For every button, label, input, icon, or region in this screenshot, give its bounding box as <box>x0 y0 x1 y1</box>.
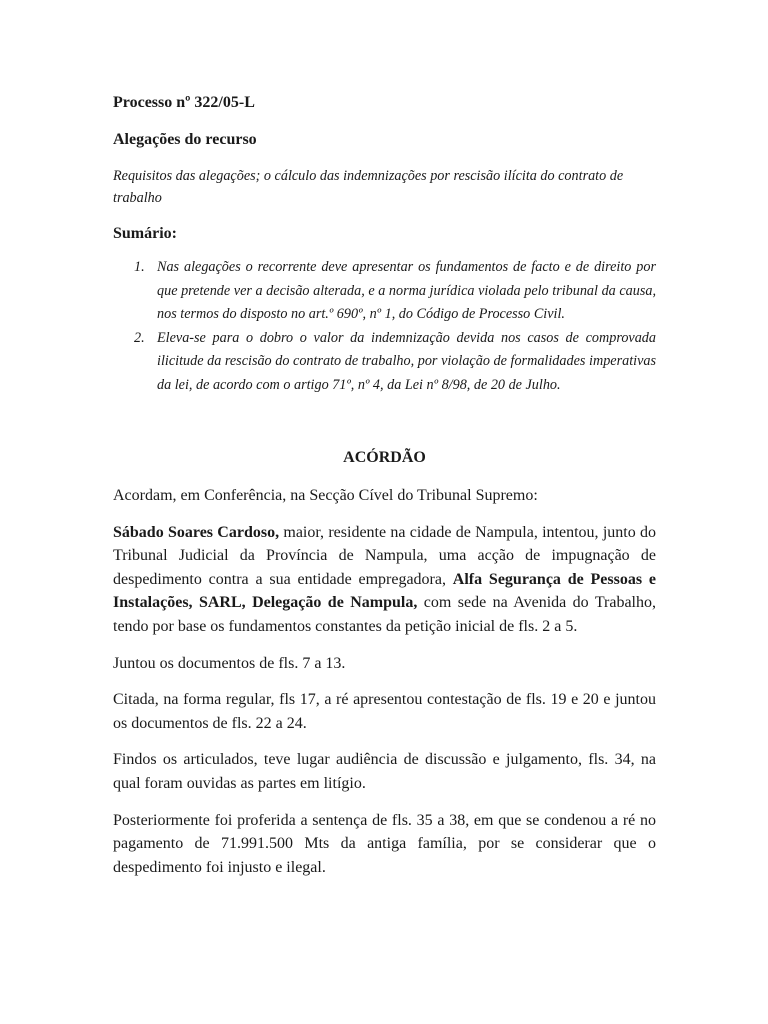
summary-list <box>113 256 656 397</box>
summary-item-number: 2. <box>134 329 145 346</box>
parties-text-b: com sede na Avenida do Trabalho, tendo por base os fundamentos constantes da petição inicial de fls. 2 a 5. <box>113 594 656 635</box>
summary-item-text: Eleva-se para o dobro o valor da indemnização devida nos casos de comprovada ilicitude da rescisão do contrato de trabalho, por violação de formalidades imperativas da lei, de acordo com o artigo 71º, nº 4, da Lei nº 8/98, de 20 de Julho. <box>157 329 656 393</box>
summary-item <box>113 256 656 327</box>
summary-item <box>113 327 656 398</box>
paragraph-sentence: Posteriormente foi proferida a sentença de fls. 35 a 38, em que se condenou a ré no pagamento de 71.991.500 Mts da antiga família, por se considerar que o despedimento foi injusto e ilegal. <box>113 811 656 876</box>
paragraph-contestation: Citada, na forma regular, fls 17, a ré apresentou contestação de fls. 19 e 20 e juntou os documentos de fls. 22 a 24. <box>113 691 656 732</box>
defendant-name: Alfa Segurança de Pessoas e Instalações, SARL, Delegação de Nampula, <box>113 570 656 612</box>
paragraph-parties <box>113 521 656 639</box>
paragraph-hearing: Findos os articulados, teve lugar audiência de discussão e julgamento, fls. 34, na qual foram ouvidas as partes em litígio. <box>113 751 656 792</box>
summary-item-text: Nas alegações o recorrente deve apresentar os fundamentos de facto e de direito por que pretende ver a decisão alterada, e a norma jurídica violada pelo tribunal da causa, nos termos do disposto no art.º 690º, nº 1, do Código de Processo Civil. <box>157 259 656 322</box>
summary-heading: Sumário: <box>113 225 177 242</box>
parties-text-a: maior, residente na cidade de Nampula, intentou, junto do Tribunal Judicial da Província de Nampula, uma acção de impugnação de despedimento contra a sua entidade empregadora, <box>113 523 657 588</box>
summary-item-number: 1. <box>134 259 145 275</box>
document-page <box>113 88 656 879</box>
paragraph-opening: Acordam, em Conferência, na Secção Cível do Tribunal Supremo: <box>113 487 538 504</box>
paragraph-documents: Juntou os documentos de fls. 7 a 13. <box>113 654 346 672</box>
appeal-title: Alegações do recurso <box>113 131 257 148</box>
ruling-title: ACÓRDÃO <box>343 449 426 466</box>
case-number: Processo nº 322/05-L <box>113 94 255 111</box>
case-subject: Requisitos das alegações; o cálculo das indemnizações por rescisão ilícita do contrato de trabalho <box>113 168 624 206</box>
plaintiff-name: Sábado Soares Cardoso, <box>113 523 280 541</box>
